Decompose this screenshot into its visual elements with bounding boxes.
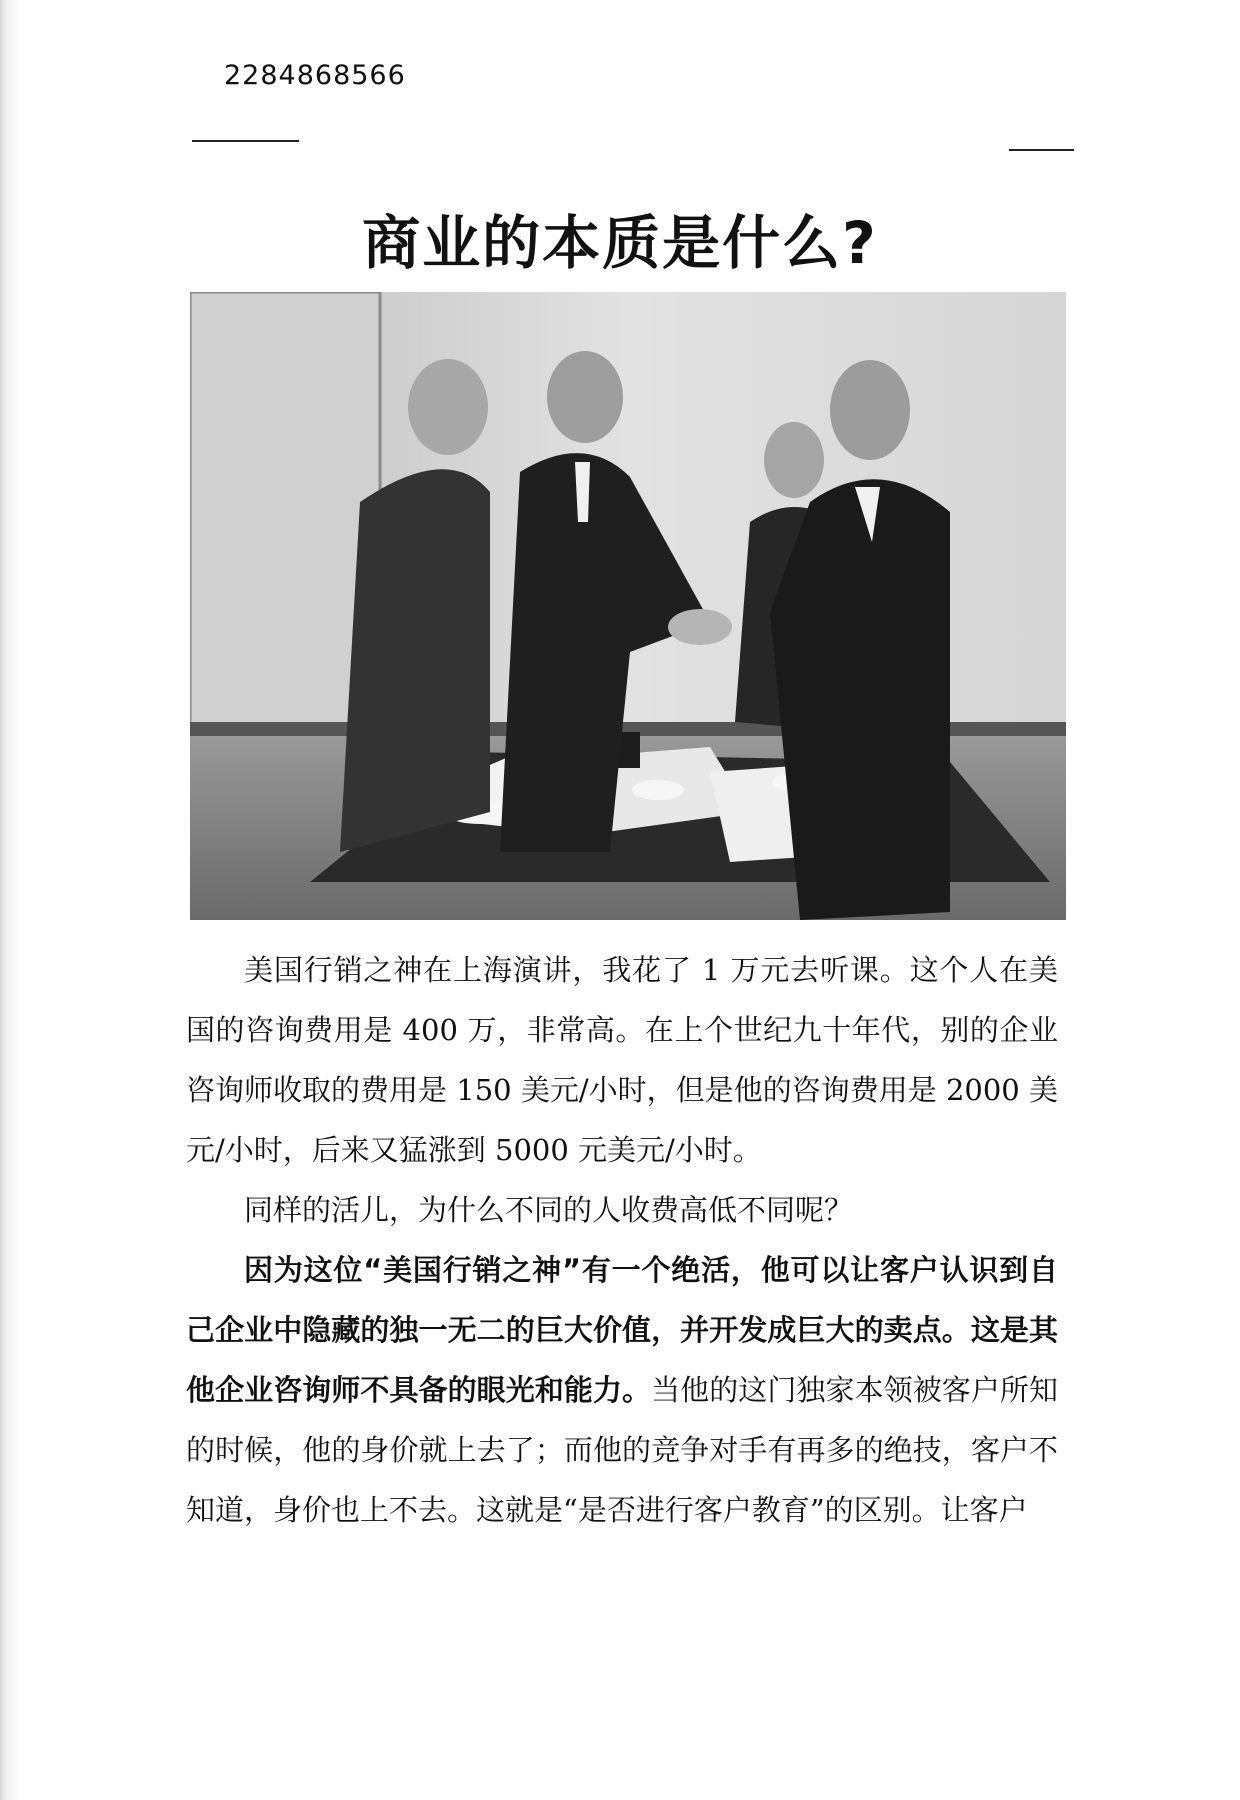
paragraph-3: [186, 1240, 1058, 1540]
business-handshake-photo: [190, 292, 1066, 920]
header-rule-left: [192, 140, 299, 142]
paragraph-3-text: 当他的这门独家本领被客户所知的时候，他的身价就上去了；而他的竞争对手有再多的绝技，客户不知道，身价也上不去。这就是“是否进行客户教育”的区别。让客户: [186, 1373, 1058, 1527]
page-number: 2284868566: [224, 60, 406, 91]
paragraph-2: 同样的活儿，为什么不同的人收费高低不同呢？: [244, 1193, 854, 1227]
paragraph-1: 美国行销之神在上海演讲，我花了 1 万元去听课。这个人在美国的咨询费用是 400 万，非常高。在上个世纪九十年代，别的企业咨询师收取的费用是 150 美元/小时，但是他的咨询费用是 2000 美元/小时，后来又猛涨到 5000 元美元/小时。: [186, 953, 1058, 1167]
article-body: [186, 940, 1058, 1540]
article-title: 商业的本质是什么?: [362, 209, 878, 277]
header-rule-right: [1009, 149, 1074, 151]
page-bottom-margin: [186, 1600, 1086, 1660]
paragraph-3-bold: 因为这位“美国行销之神”有一个绝活，他可以让客户认识到自己企业中隐藏的独一无二的巨大价值，并开发成巨大的卖点。这是其他企业咨询师不具备的眼光和能力。: [186, 1253, 1058, 1407]
